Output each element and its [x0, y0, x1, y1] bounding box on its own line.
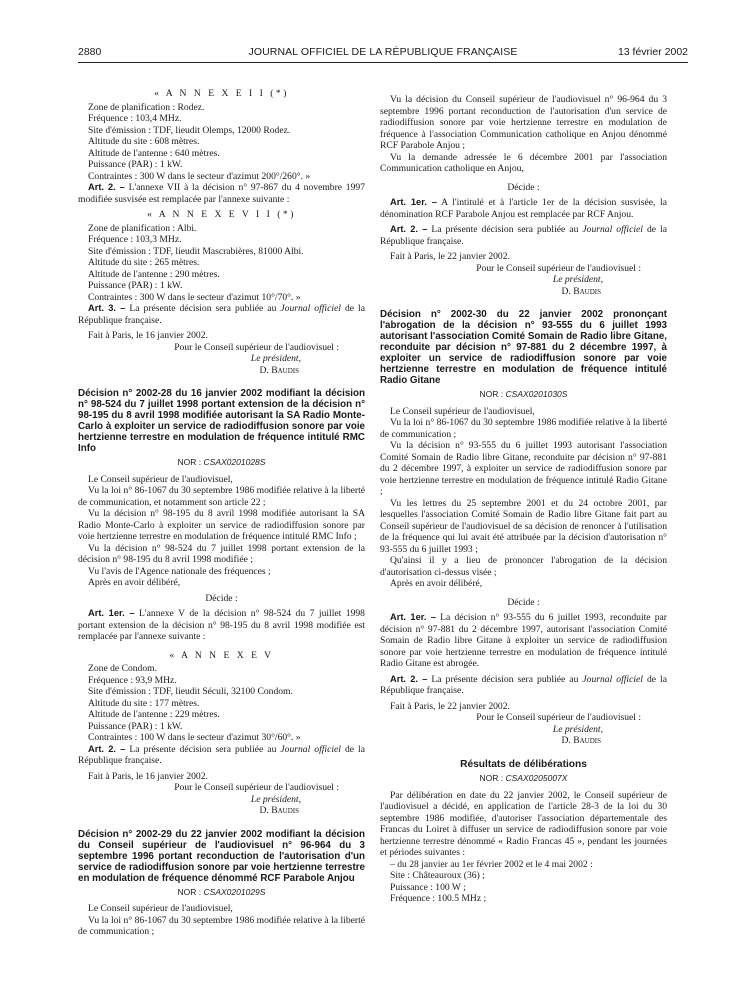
visa-paragraph: Vu la décision du Conseil supérieur de l'audiovisuel n° 96-964 du 3 septembre 1996 portant reconduction de l'autorisation d'un service de radiodiffusion sonore par voie hertzienne terrestre en modulation de fréquence à l'association Communication catholique en Anjou dénommé RCF Parabole Anjou ;	[380, 94, 667, 151]
visa-paragraph: Après en avoir délibéré,	[88, 577, 181, 588]
annex-line: Puissance (PAR) : 1 kW.	[88, 159, 183, 170]
visa-paragraph: Vu la loi n° 86-1067 du 30 septembre 1986 modifiée relative à la liberté de communication, et notamment son article 22 ;	[78, 485, 365, 508]
article-paragraph: Art. 1er. – A l'intitulé et à l'article 1er de la décision susvisée, la dénomination RCF Parabole Anjou est remplacée par RCF Anjou.	[380, 197, 667, 220]
visa-paragraph: Qu'ainsi il y a lieu de prononcer l'abrogation de la décision d'autorisation ci-dessus visée ;	[380, 555, 667, 578]
annex-line: Zone de planification : Albi.	[88, 222, 197, 234]
decide-label: Décide :	[507, 181, 540, 193]
visa-paragraph: Vu la loi n° 86-1067 du 30 septembre 1986 modifiée relative à la liberté de communication ;	[380, 417, 667, 440]
visa-paragraph: Vu les lettres du 25 septembre 2001 et du 24 octobre 2001, par lesquelles l'association Comité Somain de Radio libre Gitane fait part au Conseil supérieur de l'audiovisuel de sa décision de renoncer à l'utilisation de la fréquence qui lui avait été attribuée par la décision d'autorisation n° 93-555 du 6 juillet 1993 ;	[380, 497, 667, 555]
section-heading: Résultats de délibérations	[460, 758, 587, 770]
annex-line: Fréquence : 93,9 MHz.	[88, 674, 177, 686]
visa-paragraph: Après en avoir délibéré,	[390, 578, 483, 589]
article-paragraph: Art. 2. – La présente décision sera publiée au Journal officiel de la République française.	[380, 673, 667, 696]
annex-line: Zone de planification : Rodez.	[88, 101, 205, 113]
nor-reference: NOR : CSAX0201029S	[177, 886, 266, 897]
decision-title: Décision n° 2002-30 du 22 janvier 2002 prononçant l'abrogation de la décision n° 93-555 du 6 juillet 1993 autorisant l'association Comité Somain de Radio libre Gitane, reconduite par décision n° 97-881 du 2 décembre 1997, à exploiter un service de radiodiffusion sonore par voie hertzienne terrestre en modulation de fréquence intitulé Radio Gitane	[380, 309, 667, 386]
annex-line: Altitude du site : 265 mètres.	[88, 257, 200, 268]
signature-name: D. Baudis	[561, 735, 601, 746]
visa-paragraph: Vu l'avis de l'Agence nationale des fréquences ;	[88, 565, 271, 577]
visa-paragraph: Vu la décision n° 98-195 du 8 avril 1998 modifiée autorisant la SA Radio Monte-Carlo à exploiter un service de radiodiffusion sonore par voie hertzienne terrestre en modulation de fréquence intitulé RMC Info ;	[78, 508, 365, 542]
visa-paragraph: Vu la décision n° 93-555 du 6 juillet 1993 autorisant l'association Comité Somain de Radio libre Gitane, reconduite par décision n° 97-881 du 2 décembre 1997, à exploiter un service de radiodiffusion sonore par voie hertzienne terrestre en modulation de fréquence intitulé Radio Gitane ;	[380, 440, 667, 497]
article-paragraph: Art. 1er. – La décision n° 93-555 du 6 juillet 1993, reconduite par décision n° 97-881 du 2 décembre 1997, autorisant l'association Comité Somain de Radio libre Gitane à exploiter un service de radiodiffusion sonore par voie hertzienne terrestre en modulation de fréquence intitulé Radio Gitane est abrogée.	[380, 612, 667, 669]
right-column	[380, 94, 667, 905]
signature-role: Le président,	[250, 353, 301, 364]
article-paragraph: Art. 2. – La présente décision sera publiée au Journal officiel de la République française.	[78, 743, 365, 766]
signature-name: D. Baudis	[561, 285, 601, 297]
visa-paragraph: Vu la décision n° 98-524 du 7 juillet 1998 portant extension de la décision n° 98-195 du 8 avril 1998 modifiée ;	[78, 542, 365, 565]
annex-line: Puissance (PAR) : 1 kW.	[88, 720, 183, 732]
annex-line: Altitude du site : 608 mètres.	[88, 136, 200, 147]
annex-line: Contraintes : 100 W dans le secteur d'azimut 30°/60°. »	[88, 732, 301, 743]
annex-line: Contraintes : 300 W dans le secteur d'azimut 10°/70°. »	[88, 291, 301, 303]
issue-date: 13 février 2002	[617, 46, 688, 58]
decision-intro: Le Conseil supérieur de l'audiovisuel,	[88, 903, 233, 914]
annex-line: Site d'émission : TDF, lieudit Mascrabières, 81000 Albi.	[88, 245, 304, 257]
signature-role: Le président,	[552, 274, 603, 285]
decision-intro: Le Conseil supérieur de l'audiovisuel,	[88, 473, 233, 485]
annex-line: Altitude de l'antenne : 290 mètres.	[88, 268, 220, 280]
annex-title: « A N N E X E I I (*)	[154, 88, 289, 99]
nor-reference: NOR : CSAX0205007X	[479, 773, 568, 783]
annex-line: Altitude du site : 177 mètres.	[88, 697, 200, 709]
annex-line: Contraintes : 300 W dans le secteur d'azimut 200°/260°. »	[88, 170, 311, 182]
site-line: Site : Châteauroux (36) ;	[390, 870, 485, 881]
annex-line: Zone de Condom.	[88, 663, 158, 674]
decision-title: Décision n° 2002-29 du 22 janvier 2002 modifiant la décision du Conseil supérieur de l'audiovisuel n° 96-964 du 3 septembre 1996 portant reconduction de l'autorisation d'un service de radiodiffusion sonore par voie hertzienne terrestre en modulation de fréquence dénommé RCF Parabole Anjou	[78, 828, 365, 884]
signature-line: Pour le Conseil supérieur de l'audiovisuel :	[476, 712, 641, 723]
deliberation-paragraph: Par délibération en date du 22 janvier 2002, le Conseil supérieur de l'audiovisuel a décidé, en application de l'article 28-3 de la loi du 30 septembre 1986 modifiée, d'autoriser l'association départementale des Francas du Loiret à diffuser un service de radiodiffusion sonore par voie hertzienne terrestre dénommé « Radio Francas 45 », pendant les journées et périodes suivantes :	[380, 789, 667, 858]
period-line: – du 28 janvier au 1er février 2002 et le 4 mai 2002 :	[390, 858, 593, 870]
annex-line: Site d'émission : TDF, lieudit Séculi, 32100 Condom.	[88, 686, 293, 697]
header-rule	[78, 62, 688, 63]
signature-line: Pour le Conseil supérieur de l'audiovisuel :	[174, 341, 339, 353]
annex-line: Altitude de l'antenne : 640 mètres.	[88, 147, 220, 159]
frequency-line: Fréquence : 100.5 MHz ;	[390, 893, 487, 904]
nor-reference: NOR : CSAX0201028S	[177, 457, 266, 467]
article-paragraph: Art. 1er. – L'annexe V de la décision n° 98-524 du 7 juillet 1998 portant extension de la décision n° 98-195 du 8 avril 1998 modifiée est remplacée par l'annexe suivante :	[78, 608, 365, 642]
decision-title: Décision n° 2002-28 du 16 janvier 2002 modifiant la décision n° 98-524 du 7 juillet 1998 portant extension de la décision n° 98-195 du 8 avril 1998 modifiée autorisant la SA Radio Monte-Carlo à exploiter un service de radiodiffusion sonore par voie hertzienne terrestre en modulation de fréquence intitulé RMC Info	[78, 388, 365, 454]
signature-name: D. Baudis	[259, 364, 299, 376]
decide-label: Décide :	[205, 592, 238, 604]
article-paragraph: Art. 2. – L'annexe VII à la décision n° 97-867 du 4 novembre 1997 modifiée susvisée est remplacée par l'annexe suivante :	[78, 182, 365, 205]
left-column	[78, 88, 365, 938]
journal-title: JOURNAL OFFICIEL DE LA RÉPUBLIQUE FRANÇAISE	[248, 46, 518, 58]
signature-name: D. Baudis	[259, 805, 299, 816]
nor-reference: NOR : CSAX0201030S	[479, 389, 568, 399]
article-paragraph: Art. 3. – La présente décision sera publiée au Journal officiel de la République française.	[78, 303, 365, 326]
annex-title: « A N N E X E V	[169, 649, 274, 661]
signature-line: Pour le Conseil supérieur de l'audiovisuel :	[174, 782, 339, 793]
annex-line: Puissance (PAR) : 1 kW.	[88, 280, 183, 291]
signed-place-date: Fait à Paris, le 22 janvier 2002.	[390, 251, 510, 262]
signed-place-date: Fait à Paris, le 22 janvier 2002.	[390, 700, 510, 712]
decide-label: Décide :	[507, 596, 540, 608]
page-number: 2880	[78, 46, 102, 58]
annex-line: Fréquence : 103,3 MHz.	[88, 234, 182, 245]
signed-place-date: Fait à Paris, le 16 janvier 2002.	[88, 770, 208, 782]
signature-role: Le président,	[250, 793, 301, 805]
signature-line: Pour le Conseil supérieur de l'audiovisuel :	[476, 262, 641, 274]
annex-title: « A N N E X E V I I (*)	[147, 209, 296, 220]
page-header	[78, 46, 688, 60]
signed-place-date: Fait à Paris, le 16 janvier 2002.	[88, 330, 208, 341]
annex-line: Site d'émission : TDF, lieudit Olemps, 12000 Rodez.	[88, 124, 291, 136]
annex-line: Altitude de l'antenne : 229 mètres.	[88, 709, 220, 720]
visa-paragraph: Vu la demande adressée le 6 décembre 2001 par l'association Communication catholique en Anjou,	[380, 151, 667, 174]
signature-role: Le président,	[552, 723, 603, 735]
visa-paragraph: Vu la loi n° 86-1067 du 30 septembre 1986 modifiée relative à la liberté de communication ;	[78, 914, 365, 937]
article-paragraph: Art. 2. – La présente décision sera publiée au Journal officiel de la République française.	[380, 224, 667, 247]
power-line: Puissance : 100 W ;	[390, 881, 466, 893]
decision-intro: Le Conseil supérieur de l'audiovisuel,	[390, 405, 535, 417]
annex-line: Fréquence : 103,4 MHz.	[88, 113, 182, 124]
